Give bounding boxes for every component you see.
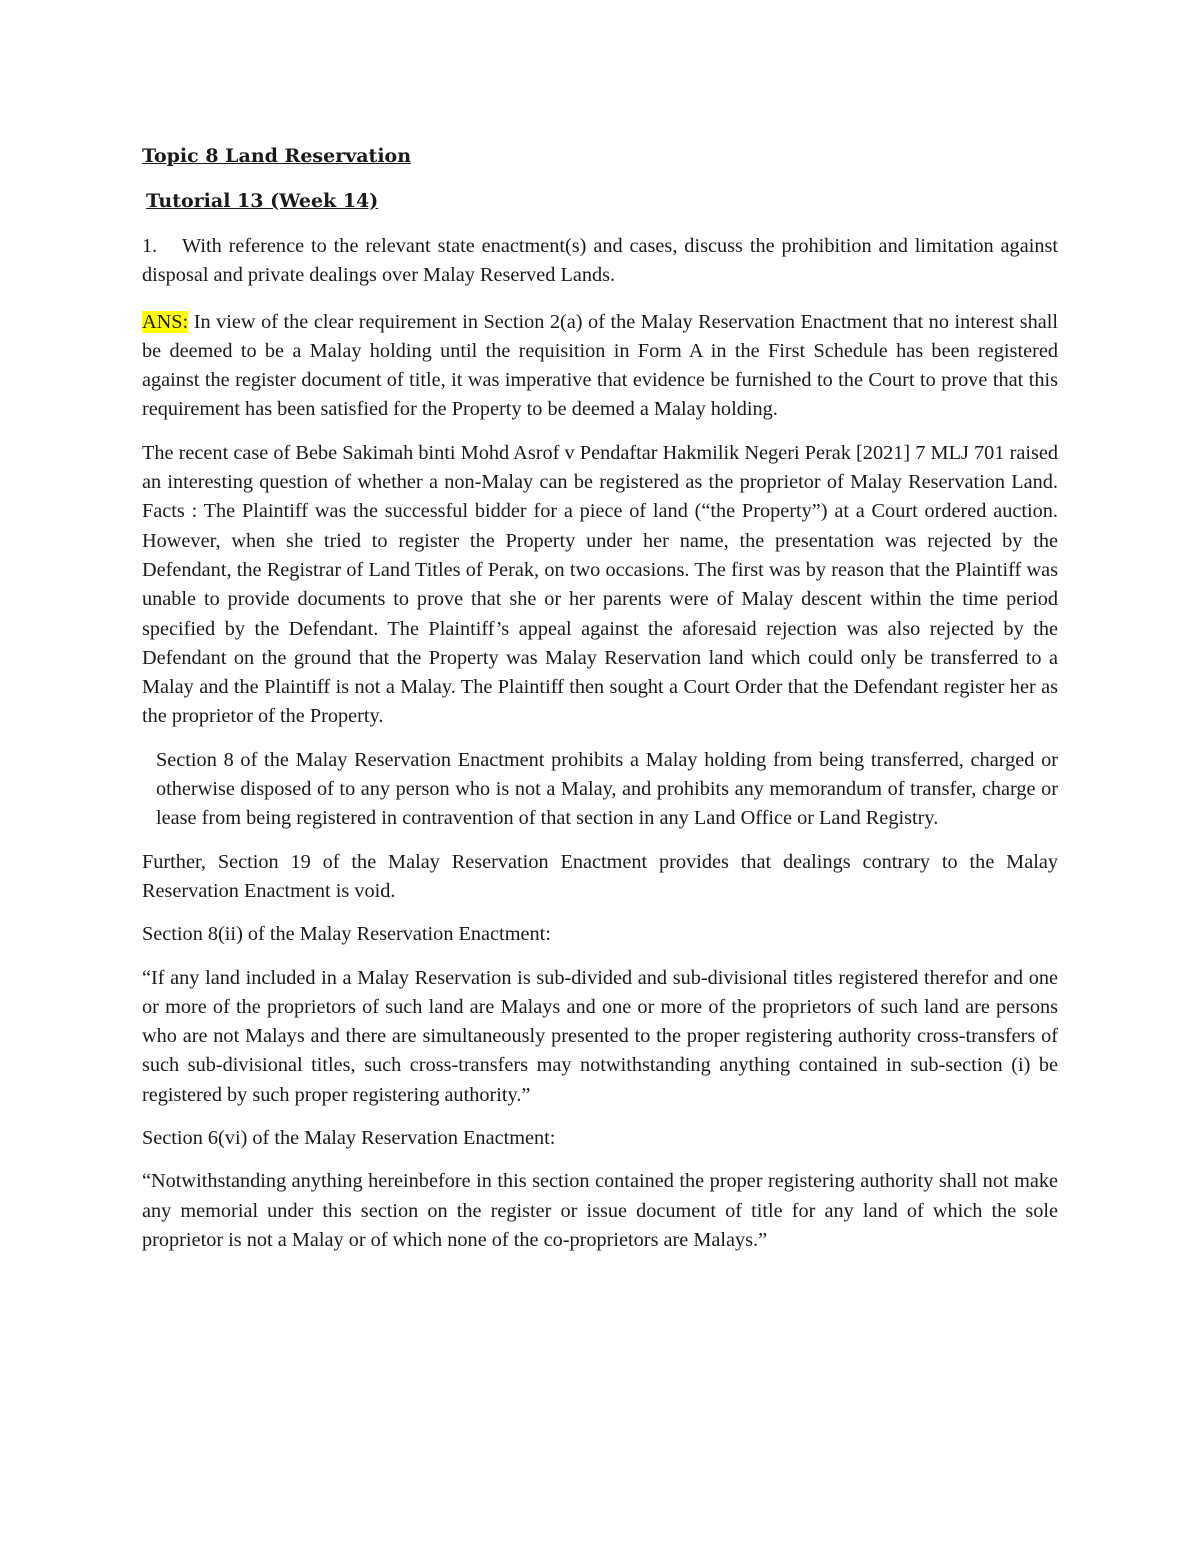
answer-label: ANS: xyxy=(142,310,189,333)
answer-paragraph xyxy=(142,308,1058,425)
section-19-paragraph: Further, Section 19 of the Malay Reservation Enactment provides that dealings contrary to the Malay Reservation Enactment is void. xyxy=(142,850,1058,902)
section-6vi-heading: Section 6(vi) of the Malay Reservation Enactment: xyxy=(142,1127,556,1150)
section-8ii-heading: Section 8(ii) of the Malay Reservation Enactment: xyxy=(142,923,551,946)
answer-text: In view of the clear requirement in Section 2(a) of the Malay Reservation Enactment that no interest shall be deemed to be a Malay holding until the requisition in Form A in the First Schedule has been registered against the register document of title, it was imperative that evidence be furnished to the Court to prove that this requirement has been satisfied for the Property to be deemed a Malay holding. xyxy=(142,310,1058,421)
section-8-paragraph: Section 8 of the Malay Reservation Enactment prohibits a Malay holding from being transferred, charged or otherwise disposed of to any person who is not a Malay, and prohibits any memorandum of transfer, charge or lease from being registered in contravention of that section in any Land Office or Land Registry. xyxy=(156,748,1058,830)
topic-title: Topic 8 Land Reservation xyxy=(142,145,412,167)
question-number: 1. xyxy=(142,235,158,257)
section-6vi-quote: “Notwithstanding anything hereinbefore in this section contained the proper registering authority shall not make any memorial under this section on the register or issue document of title for any land of which the sole proprietor is not a Malay or of which none of the co-proprietors are Malays.” xyxy=(142,1170,1058,1251)
question-paragraph xyxy=(142,232,1058,291)
section-8ii-quote: “If any land included in a Malay Reservation is sub-divided and sub-divisional titles registered therefor and one or more of the proprietors of such land are Malays and one or more of the proprietors of such land are persons who are not Malays and there are simultaneously presented to the proper registering authority cross-transfers of such sub-divisional titles, such cross-transfers may notwithstanding anything contained in sub-section (i) be registered by such proper registering authority.” xyxy=(142,966,1058,1106)
tutorial-title: Tutorial 13 (Week 14) xyxy=(146,190,379,212)
question-text: With reference to the relevant state enactment(s) and cases, discuss the prohibition and limitation against disposal and private dealings over Malay Reserved Lands. xyxy=(142,235,1058,287)
case-paragraph: The recent case of Bebe Sakimah binti Mohd Asrof v Pendaftar Hakmilik Negeri Perak [2021] 7 MLJ 701 raised an interesting question of whether a non-Malay can be registered as the proprietor of Malay Reservation Land. Facts : The Plaintiff was the successful bidder for a piece of land (“the Property”) at a Court ordered auction. However, when she tried to register the Property under her name, the presentation was rejected by the Defendant, the Registrar of Land Titles of Perak, on two occasions. The first was by reason that the Plaintiff was unable to provide documents to prove that she or her parents were of Malay descent within the time period specified by the Defendant. The Plaintiff’s appeal against the aforesaid rejection was also rejected by the Defendant on the ground that the Property was Malay Reservation land which could only be transferred to a Malay and the Plaintiff is not a Malay. The Plaintiff then sought a Court Order that the Defendant register her as the proprietor of the Property. xyxy=(142,441,1058,728)
